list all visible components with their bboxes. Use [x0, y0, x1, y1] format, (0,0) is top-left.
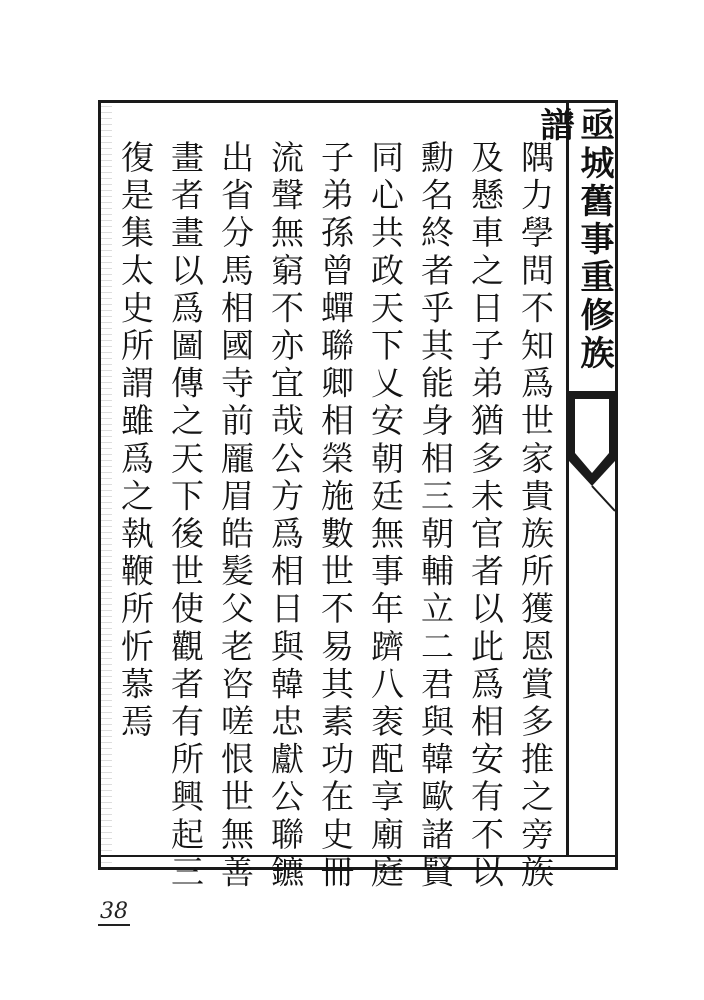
text-column-2: 及懸車之日子弟猶多未官者以此爲相安有不以	[466, 140, 505, 892]
text-column-5: 子弟孫曾蟬聯卿相榮施數世不易其素功在史冊	[316, 140, 355, 892]
text-column-7: 出省分馬相國寺前龎眉皓髪父老咨嗟恨世無善	[216, 140, 255, 892]
text-body	[112, 140, 562, 892]
text-column-1: 隅力學問不知爲世家貴族所獲恩賞多推之旁族	[516, 140, 555, 892]
page-number: 38	[100, 899, 128, 924]
text-column-9: 復是集太史所謂雖爲之執鞭所忻慕焉	[116, 140, 155, 742]
spine-title: 亟城舊事重修族譜	[534, 107, 614, 373]
text-column-3: 勳名終者乎其能身相三朝輔立二君與韓歐諸賢	[416, 140, 455, 892]
text-column-4: 同心共政天下乂安朝廷無事年躋八袠配享廟庭	[366, 140, 405, 892]
text-column-8: 畫者畫以爲圖傳之天下後世使觀者有所興起三	[166, 140, 205, 892]
fishtail-mark-icon	[569, 391, 615, 511]
text-column-6: 流聲無窮不亦宜哉公方爲相日與韓忠獻公聯鑣	[266, 140, 305, 892]
